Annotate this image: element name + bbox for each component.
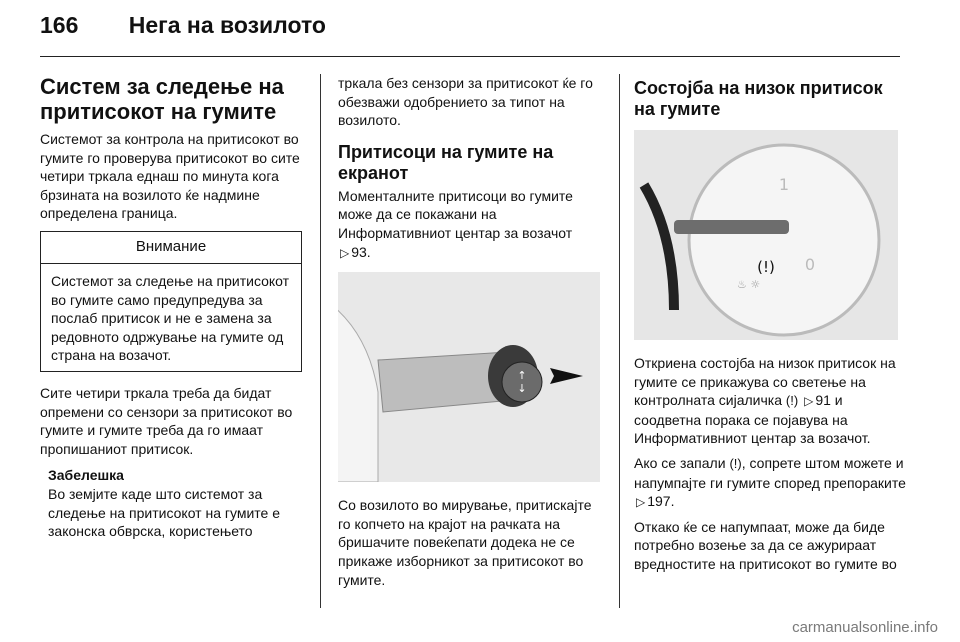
procedure-paragraph: Со возилото во мирување, притискајте го копчето на крајот на рачката на бришачите повеќепати додека не се прикаже изборникот за притисокот во гумите. [338, 497, 592, 588]
column-3 [634, 74, 908, 580]
svg-text:↑: ↑ [517, 369, 527, 383]
wiper-lever-image [338, 272, 600, 482]
gauge-label: 1 [778, 175, 790, 194]
tire-pressure-icon: (!) [757, 258, 775, 276]
page-ref[interactable]: 197. [647, 493, 675, 510]
watermark: carmanualsonline.info [792, 619, 938, 636]
chapter-title: Нега на возилото [128, 12, 326, 38]
display-heading: Притисоци на гумите на екранот [338, 141, 554, 183]
svg-text:♨ ☼: ♨ ☼ [737, 278, 761, 291]
detection-text: Откриена состојба на низок притисок на гумите се прикажува со светење на контролната сијаличка [634, 355, 896, 409]
tire-pressure-icon: (!) [729, 455, 742, 471]
warning-title: Внимание [41, 232, 301, 264]
action-text-a: Ако се запали [634, 454, 726, 471]
gauge-label: 0 [804, 255, 816, 274]
note-text: Во земјите каде што системот за следење на притисокот на гумите е законска обврска, користењето [48, 485, 281, 540]
sensors-paragraph: Сите четири тркала треба да бидат опремени со сензори за притисокот во гумите и гумите треба да го имаат пропишаниот притисок. [40, 384, 293, 457]
header-divider [40, 56, 900, 57]
action-text-b: , сопрете штом можете и напумпајте ги гумите според препораките [634, 454, 906, 491]
svg-text:↓: ↓ [517, 382, 527, 396]
warning-text: Системот за следење на притисокот во гумите само предупредува за послаб притисок и не е замена за редовното одржување на гумите од страна на возачот. [51, 272, 290, 364]
instrument-cluster-illustration [634, 130, 898, 340]
column-2 [338, 74, 603, 595]
display-text: Моменталните притисоци во гумите може да се покажани на Информативниот центар за возачот [338, 187, 573, 241]
tire-pressure-icon: (!) [785, 393, 799, 409]
page-number: 166 [40, 12, 79, 38]
reference-triangle-icon: ▷ [636, 495, 646, 510]
section-title: Систем за следење на притисокот на гумите [40, 74, 284, 124]
column-divider [619, 74, 620, 608]
intro-paragraph: Системот за контрола на притисокот во гумите го проверува притисокот во сите четири тркала еднаш по минута кога брзината на возилото ќе надмине определена граница. [40, 131, 300, 222]
low-pressure-heading: Состојба на низок притисок на гумите [634, 78, 883, 119]
page-ref[interactable]: 91 и соодветна порака се појавува на Информативниот центар за возачот. [634, 392, 871, 447]
continued-paragraph: тркала без сензори за притисокот ќе го обезважи одобрението за типот на возилото. [338, 75, 593, 129]
display-paragraph [338, 187, 603, 262]
column-1 [40, 74, 302, 547]
warning-box [40, 231, 302, 372]
action-paragraph [634, 454, 908, 512]
detection-paragraph [634, 354, 908, 448]
note-title: Забелешка [48, 467, 124, 484]
reference-triangle-icon: ▷ [340, 245, 350, 260]
reference-triangle-icon: ▷ [804, 394, 814, 409]
note-block [48, 466, 302, 540]
page-ref[interactable]: 93. [351, 243, 371, 260]
inflation-paragraph: Откако ќе се напумпаат, може да биде потребно возење за да се ажурираат вредностите на притисокот во гумите во [634, 518, 897, 572]
column-divider [320, 74, 321, 608]
instrument-cluster-image [634, 130, 898, 340]
page-header [40, 12, 326, 39]
wiper-lever-illustration [338, 272, 600, 482]
